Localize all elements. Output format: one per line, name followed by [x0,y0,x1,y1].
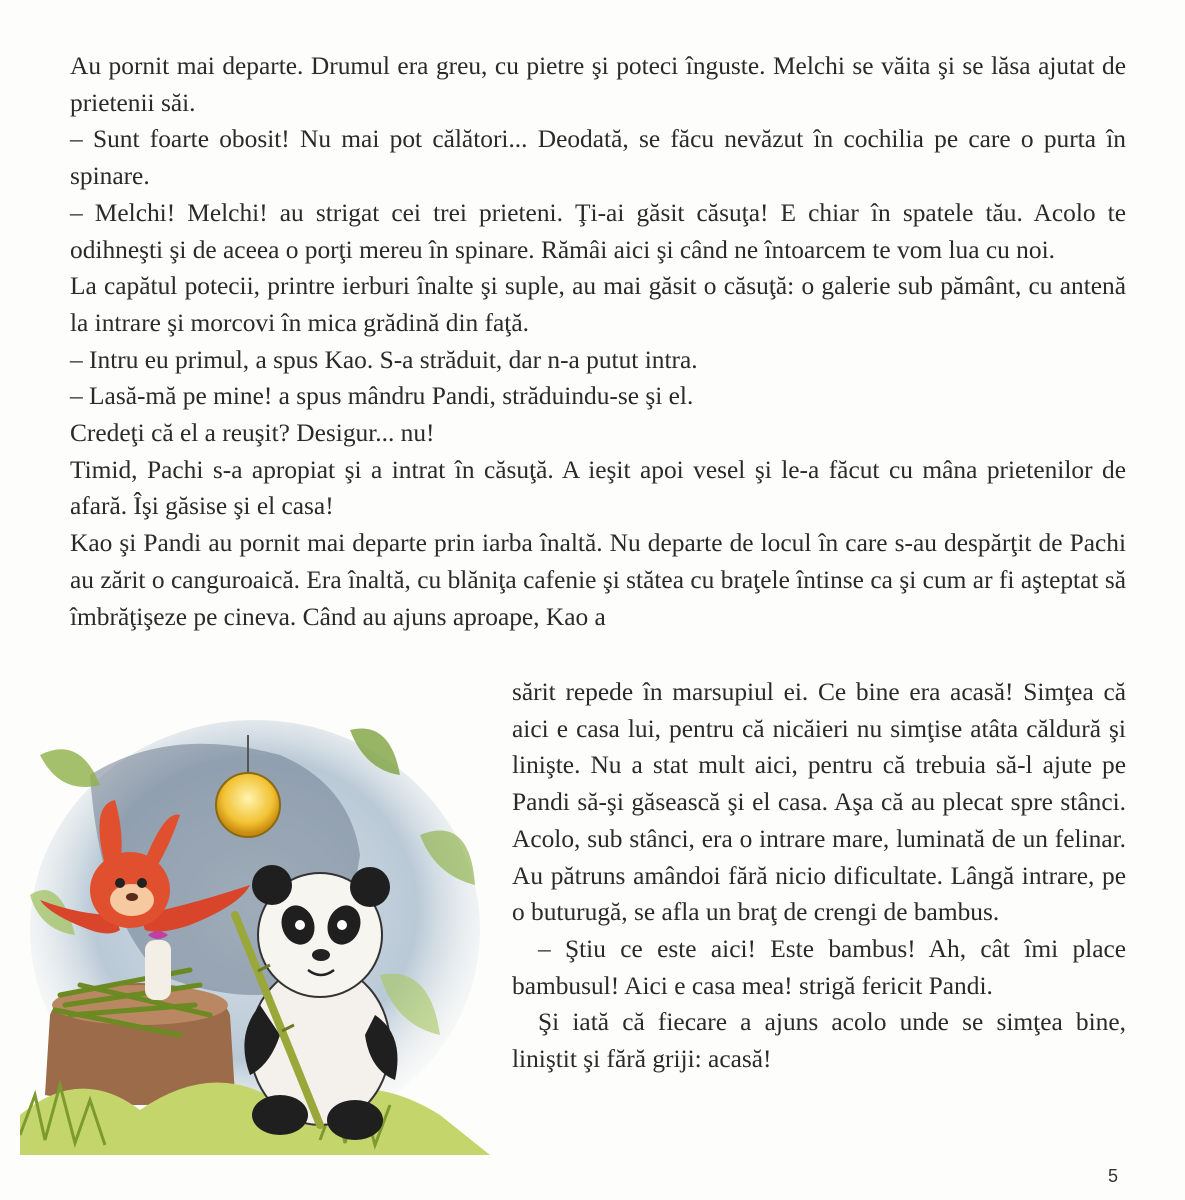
paragraph: – Sunt foarte obosit! Nu mai pot călători... Deodată, se făcu nevăzut în cochilia pe care o purta în spinare. [70,125,1126,191]
page-number: 5 [1108,1166,1119,1186]
paragraph: – Intru eu primul, a spus Kao. S-a străduit, dar n-a putut intra. [70,345,698,374]
paragraph: Credeţi că el a reuşit? Desigur... nu! [70,419,435,448]
panda-kangaroo-illustration [20,715,490,1155]
story-text-right [512,674,1126,1078]
story-text-top [70,48,1126,635]
paragraph: – Ştiu ce este aici! Este bambus! Ah, cât îmi place bambusul! Aici e casa mea! strigă fericit Pandi. [512,934,1126,1000]
paragraph: La capătul potecii, printre ierburi înalte şi suple, au mai găsit o căsuţă: o galerie sub pământ, cu antenă la intrare şi morcovi în mica grădină din faţă. [70,272,1126,337]
paragraph: Kao şi Pandi au pornit mai departe prin iarba înaltă. Nu departe de locul în care s-au despărţit de Pachi au zărit o canguroaică. Era înaltă, cu blăniţa cafenie şi stătea cu braţele întinse ca şi cum ar fi aşteptat să îmbrăţişeze pe cineva. Când au ajuns aproape, Kao a [70,529,1126,631]
paragraph: sărit repede în marsupiul ei. Ce bine era acasă! Simţea că aici e casa lui, pentru că nicăieri nu simţise atâta căldură şi linişte. Nu a stat mult aici, pentru că trebuia să-l ajute pe Pandi să-şi găsească şi el casa. Aşa că au plecat spre stânci. Acolo, sub stânci, era o intrare mare, luminată de un felinar. Au pătruns amândoi fără nicio dificultate. Lângă intrare, pe o buturugă, se afla un braţ de crengi de bambus. [512,678,1126,927]
paragraph: Şi iată că fiecare a ajuns acolo unde se simţea bine, liniştit şi fără griji: acasă! [512,1008,1126,1074]
paragraph: – Melchi! Melchi! au strigat cei trei prieteni. Ţi-ai găsit căsuţa! E chiar în spatele tău. Acolo te odihneşti şi de aceea o porţi mereu în spinare. Rămâi aici şi când ne întoarcem te vom lua cu noi. [70,198,1126,264]
paragraph: – Lasă-mă pe mine! a spus mândru Pandi, străduindu-se şi el. [70,382,694,411]
paragraph: Au pornit mai departe. Drumul era greu, cu pietre şi poteci înguste. Melchi se văita şi se lăsa ajutat de prietenii săi. [70,52,1126,117]
paragraph: Timid, Pachi s-a apropiat şi a intrat în căsuţă. A ieşit apoi vesel şi le-a făcut cu mâna prietenilor de afară. Îşi găsise şi el casa! [70,455,1126,521]
